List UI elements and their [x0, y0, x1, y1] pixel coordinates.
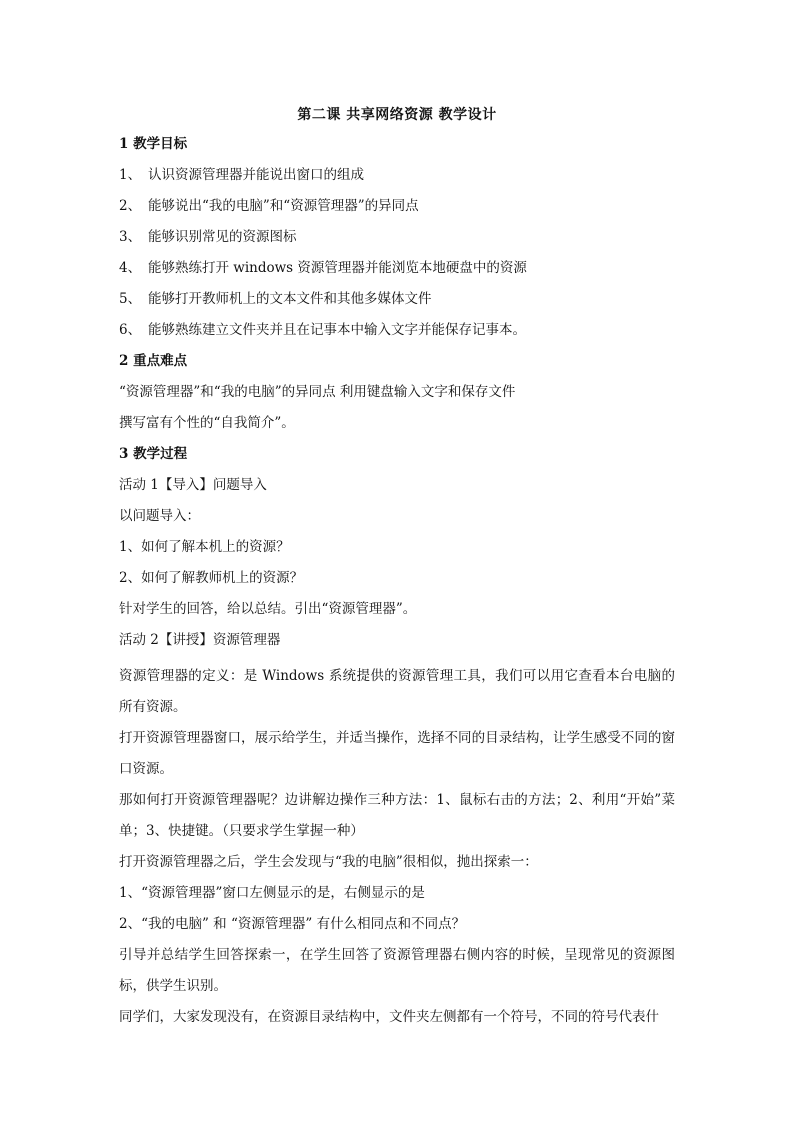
activity-1-line: 2、如何了解教师机上的资源？ [119, 570, 304, 586]
activity-1-title: 活动 1【导入】问题导入 [119, 477, 267, 493]
activity-2-paragraph: 打开资源管理器之后，学生会发现与“我的电脑”很相似，抛出探索一： [119, 854, 538, 870]
objective-number: 4、 [119, 260, 142, 276]
activity-2-title: 活动 2【讲授】资源管理器 [119, 632, 281, 648]
activity-1-line: 1、如何了解本机上的资源？ [119, 539, 290, 555]
section-heading-keypoints: 2 重点难点 [119, 353, 188, 369]
objective-text: 能够识别常见的资源图标 [148, 229, 297, 245]
objective-text: 能够说出“我的电脑”和“资源管理器”的异同点 [148, 198, 419, 214]
section-heading-process: 3 教学过程 [119, 446, 188, 462]
objective-number: 5、 [119, 291, 142, 307]
objective-text: 认识资源管理器并能说出窗口的组成 [148, 167, 364, 183]
activity-2-paragraph: 同学们，大家发现没有，在资源目录结构中，文件夹左侧都有一个符号，不同的符号代表什 [119, 1009, 659, 1025]
keypoint-line: “资源管理器”和“我的电脑”的异同点 利用键盘输入文字和保存文件 [119, 384, 516, 400]
activity-2-paragraph: 引导并总结学生回答探索一，在学生回答了资源管理器右侧内容的时候，呈现常见的资源图标，供学生识别。 [119, 947, 675, 994]
objective-item [119, 258, 675, 289]
objective-number: 2、 [119, 198, 142, 214]
objective-item [119, 165, 675, 196]
document-body [119, 134, 675, 1033]
objective-item [119, 196, 675, 227]
objective-text: 能够打开教师机上的文本文件和其他多媒体文件 [148, 291, 432, 307]
objective-number: 1、 [119, 167, 142, 183]
objective-text: 能够熟练建立文件夹并且在记事本中输入文字并能保存记事本。 [148, 322, 526, 338]
objective-item [119, 320, 675, 351]
objective-item [119, 289, 675, 320]
activity-2-paragraph: 1、“资源管理器”窗口左侧显示的是，右侧显示的是 [119, 885, 425, 901]
activity-1-line: 以问题导入： [119, 508, 200, 524]
activity-1-line: 针对学生的回答，给以总结。引出“资源管理器”。 [119, 601, 417, 617]
objective-item [119, 227, 675, 258]
objective-number: 6、 [119, 322, 142, 338]
objective-number: 3、 [119, 229, 142, 245]
objective-text: 能够熟练打开 windows 资源管理器并能浏览本地硬盘中的资源 [148, 260, 527, 276]
document-title: 第二课 共享网络资源 教学设计 [297, 107, 497, 123]
activity-2-paragraph: 2、“我的电脑” 和 “资源管理器” 有什么相同点和不同点？ [119, 916, 466, 932]
activity-2-paragraph: 打开资源管理器窗口，展示给学生，并适当操作，选择不同的目录结构，让学生感受不同的窗口资源。 [119, 730, 675, 777]
section-heading-objectives: 1 教学目标 [119, 136, 188, 152]
keypoint-line: 撰写富有个性的“自我简介”。 [119, 415, 295, 431]
activity-2-paragraph: 那如何打开资源管理器呢？边讲解边操作三种方法：1、鼠标右击的方法；2、利用“开始”菜单；3、快捷键。（只要求学生掌握一种） [119, 792, 675, 839]
activity-2-paragraph: 资源管理器的定义：是 Windows 系统提供的资源管理工具，我们可以用它查看本台电脑的所有资源。 [119, 668, 675, 715]
